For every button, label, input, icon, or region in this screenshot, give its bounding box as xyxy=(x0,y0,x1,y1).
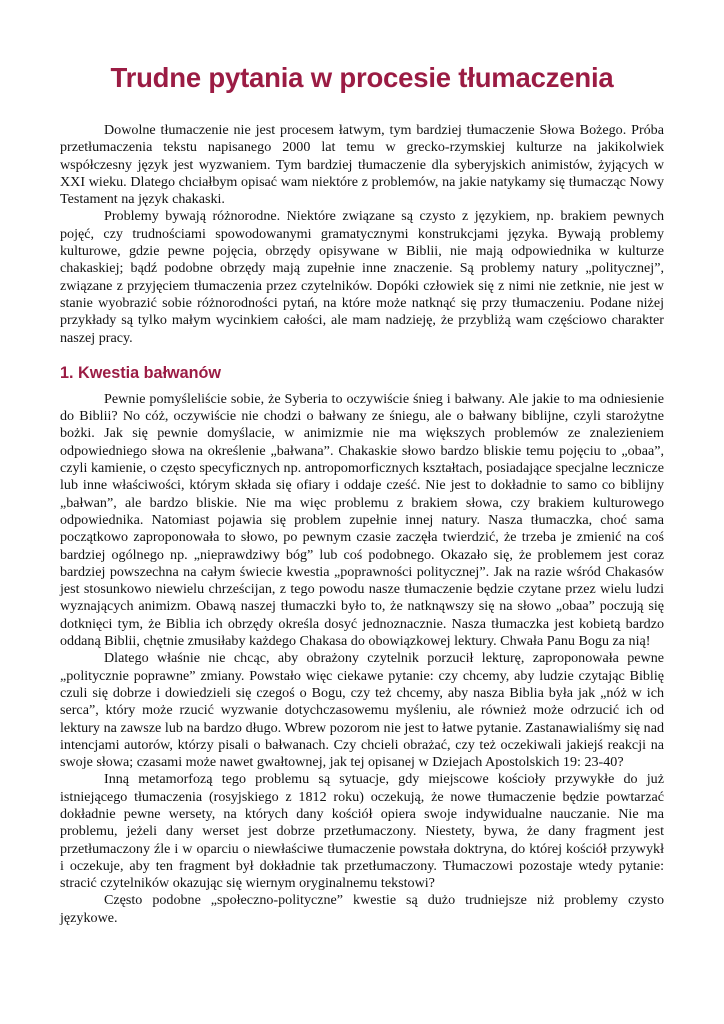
page-title: Trudne pytania w procesie tłumaczenia xyxy=(110,62,614,93)
intro-paragraph: Problemy bywają różnorodne. Niektóre związane są czysto z językiem, np. brakiem pewnych pojęć, czy trudnościami spowodowanymi gramatycznymi konstrukcjami języka. Bywają problemy kulturowe, gdzie pewne pojęcia, obrzędy opisywane w Biblii, nie mają odpowiednika w kulturze chakaskiej; bądź podobne obrzędy mają zupełnie inne znaczenie. Są problemy natury „politycznej”, związane z przyjęciem tłumaczenia przez czytelników. Dopóki człowiek się z nimi nie zetknie, nie jest w stanie wyobrazić sobie różnorodności pytań, na które może natknąć się przy tłumaczeniu. Podane niżej przykłady są tylko małym wycinkiem całości, ale mam nadzieję, że przybliżą wam częściowo charakter naszej pracy. xyxy=(60,208,664,346)
section-heading: 1. Kwestia bałwanów xyxy=(60,363,222,382)
section-paragraph: Często podobne „społeczno-polityczne” kwestie są dużo trudniejsze niż problemy czysto językowe. xyxy=(60,892,664,926)
section-paragraph: Dlatego właśnie nie chcąc, aby obrażony czytelnik porzucił lekturę, zaproponowała pewne „politycznie poprawne” zmiany. Powstało więc ciekawe pytanie: czy chcemy, aby ludzie czytając Biblię czuli się dobrze i dowiedzieli się czegoś o Bogu, czy też chcemy, aby nasza Biblia była jak „nóż w ich serca”, który może rzucić wyzwanie dotychczasowemu myśleniu, ale również może odrzucić ich od lektury na zawsze lub na bardzo długo. Wbrew pozorom nie jest to łatwe pytanie. Zastanawialiśmy się nad intencjami autorów, którzy pisali o bałwanach. Czy chcieli obrażać, czy też oczekiwali jakiejś reakcji na swoje słowa; czasami może nawet gwałtownej, jak tej opisanej w Dziejach Apostolskich 19: 23-40? xyxy=(60,650,664,771)
document-page xyxy=(60,58,664,927)
section-paragraph: Inną metamorfozą tego problemu są sytuacje, gdy miejscowe kościoły przywykłe do już istniejącego tłumaczenia (rosyjskiego z 1812 roku) oczekują, że nowe tłumaczenie będzie powtarzać dokładnie pewne wersety, na których dany kościół opiera swoje indywidualne nauczanie. Nie ma problemu, jeżeli dany werset jest dobrze przetłumaczony. Niestety, bywa, że dany fragment jest przetłumaczony źle i w oparciu o niewłaściwe tłumaczenie powstała doktryna, do której kościół przywykł i oczekuje, aby ten fragment był dokładnie tak przetłumaczony. Tłumaczowi pozostaje wtedy pytanie: stracić czytelników okazując się wiernym oryginalnemu tekstowi? xyxy=(60,771,664,892)
section-paragraph: Pewnie pomyśleliście sobie, że Syberia to oczywiście śnieg i bałwany. Ale jakie to ma odniesienie do Biblii? No cóż, oczywiście nie chodzi o bałwany ze śniegu, ale o bałwany biblijne, czyli starożytne bożki. Jak się pewnie domyślacie, w animizmie nie ma większych problemów ze znalezieniem odpowiedniego słowa na określenie „bałwana”. Chakaskie słowo bardzo bliskie temu pojęciu to „obaa”, czyli kamienie, o często specyficznych np. antropomorficznych kształtach, posiadające specjalne lecznicze lub inne właściwości, którym składa się ofiary i oddaje cześć. Nie jest to dokładnie to samo co biblijny „bałwan”, ale bardzo bliskie. Nie ma więc problemu z brakiem słowa, czy brakiem kulturowego odpowiednika. Natomiast pojawia się problem zupełnie innej natury. Nasza tłumaczka, choć sama początkowo zaproponowała to słowo, po pewnym czasie zaczęła twierdzić, że trzeba je zmienić na coś bardziej ogólnego np. „nieprawdziwy bóg” lub coś podobnego. Okazało się, że problemem jest coraz bardziej powszechna na całym świecie kwestia „poprawności politycznej”. Jak na razie wśród Chakasów jest stosunkowo niewielu chrześcijan, z tego powodu nasze tłumaczenie będzie czytane przez wielu ludzi wyznających animizm. Obawą naszej tłumaczki było to, że natknąwszy się na słowo „obaa” poczują się dotknięci tym, że Biblia ich obrzędy określa dosyć jednoznacznie. Nasza tłumaczka jest kobietą bardzo oddaną Biblii, chętnie zmusiłaby każdego Chakasa do obowiązkowej lektury. Chwała Panu Bogu za nią! xyxy=(60,390,664,650)
intro-paragraph: Dowolne tłumaczenie nie jest procesem łatwym, tym bardziej tłumaczenie Słowa Bożego. Próba przetłumaczenia tekstu napisanego 2000 lat temu w grecko-rzymskiej kulturze na jakikolwiek współczesny język jest wyzwaniem. Tym bardziej tłumaczenie dla syberyjskich animistów, żyjących w XXI wieku. Dlatego chciałbym opisać wam niektóre z problemów, na jakie natykamy się tłumacząc Nowy Testament na język chakaski. xyxy=(60,122,664,208)
